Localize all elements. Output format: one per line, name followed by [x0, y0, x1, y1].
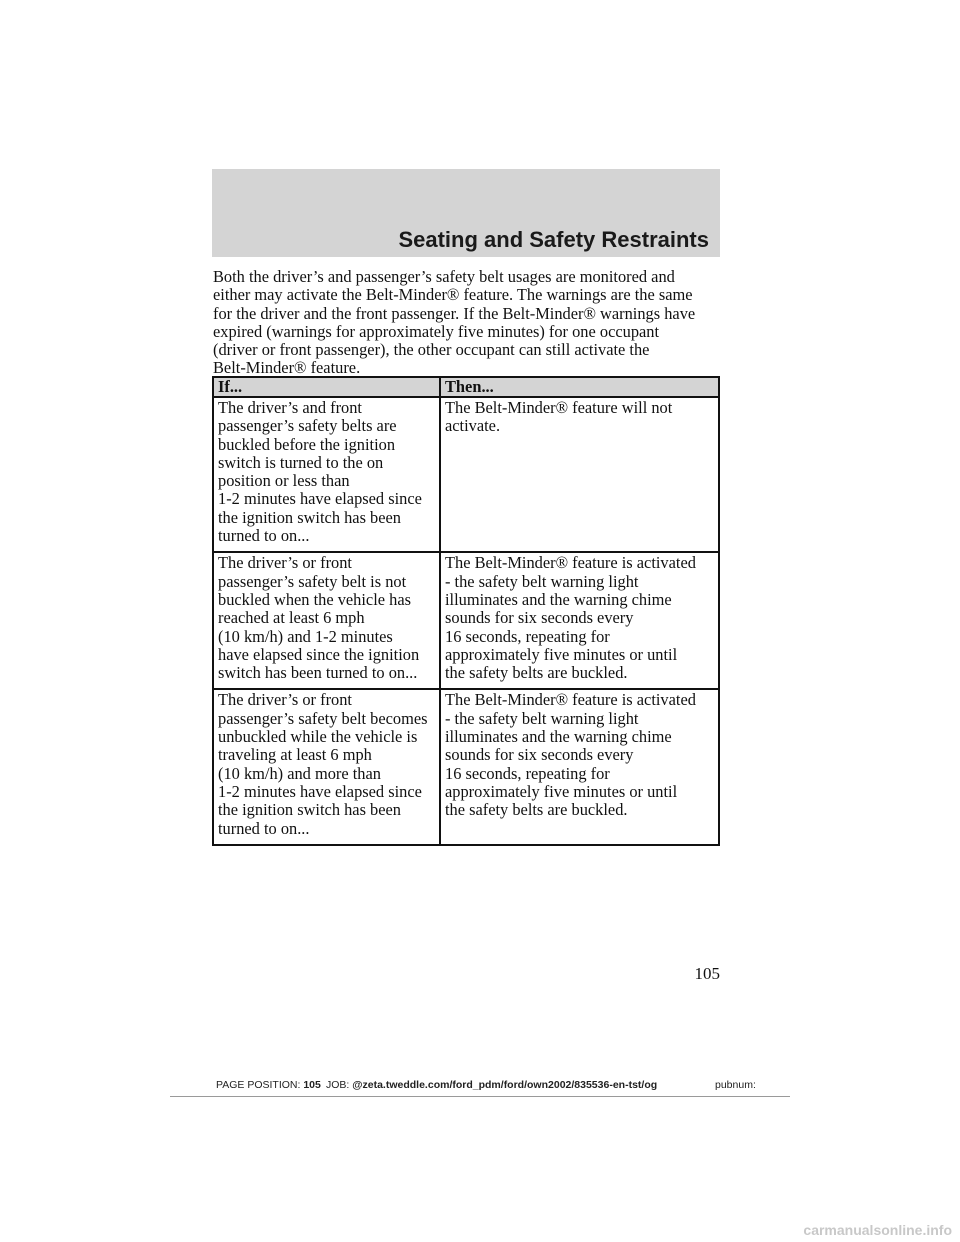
cell-line: switch is turned to the on	[218, 452, 384, 472]
table-row	[213, 689, 719, 844]
cell-line: buckled before the ignition	[218, 434, 396, 454]
cell-line: The driver’s or front	[218, 553, 352, 573]
section-title: Seating and Safety Restraints	[398, 227, 709, 252]
cell-line: passenger’s safety belts are	[218, 416, 397, 436]
cell-line: turned to on...	[218, 818, 310, 838]
intro-line: Belt-Minder® feature.	[213, 358, 361, 378]
cell-line: passenger’s safety belt becomes	[218, 708, 428, 728]
cell-line: position or less than	[218, 471, 350, 491]
cell-line: sounds for six seconds every	[445, 745, 634, 765]
cell-line: activate.	[445, 416, 501, 436]
cell-line: The Belt-Minder® feature will not	[445, 398, 673, 417]
cell-line: reached at least 6 mph	[218, 608, 365, 628]
cell-line: - the safety belt warning light	[445, 708, 639, 728]
cell-line: 1-2 minutes have elapsed since	[218, 489, 422, 509]
cell-line: switch has been turned to on...	[218, 663, 418, 683]
intro-line: expired (warnings for approximately five minutes) for one occupant	[213, 321, 660, 341]
cell-line: the safety belts are buckled.	[445, 663, 628, 683]
header-if: If...	[213, 377, 440, 397]
cell-line: illuminates and the warning chime	[445, 727, 672, 747]
header-then: Then...	[440, 377, 719, 397]
cell-line: sounds for six seconds every	[445, 608, 634, 628]
intro-paragraph	[213, 268, 733, 378]
watermark-text: carmanualsonline.info	[803, 1222, 952, 1238]
page-number: 105	[694, 964, 720, 983]
then-cell	[440, 689, 719, 844]
footer-page-position-value: 105	[303, 1079, 321, 1091]
footer-job	[326, 1079, 657, 1091]
if-cell	[213, 689, 440, 844]
cell-line: The Belt-Minder® feature is activated	[445, 690, 696, 710]
intro-line: Both the driver’s and passenger’s safety belt usages are monitored and	[213, 267, 675, 286]
cell-line: approximately five minutes or until	[445, 781, 678, 801]
if-cell	[213, 552, 440, 689]
intro-line: (driver or front passenger), the other occupant can still activate the	[213, 340, 650, 360]
cell-line: approximately five minutes or until	[445, 644, 678, 664]
cell-line: (10 km/h) and more than	[218, 763, 381, 783]
cell-line: traveling at least 6 mph	[218, 745, 372, 765]
cell-line: the safety belts are buckled.	[445, 800, 628, 820]
footer-job-label: JOB:	[326, 1079, 350, 1091]
section-header-band	[212, 169, 720, 257]
footer-job-value: @zeta.tweddle.com/ford_pdm/ford/own2002/835536-en-tst/og	[352, 1079, 658, 1091]
cell-line: turned to on...	[218, 526, 310, 546]
cell-line: The Belt-Minder® feature is activated	[445, 553, 696, 573]
table-header-row	[213, 377, 719, 397]
cell-line: unbuckled while the vehicle is	[218, 727, 418, 747]
belt-minder-table	[212, 376, 720, 846]
cell-line: The driver’s or front	[218, 690, 352, 710]
if-cell	[213, 397, 440, 552]
cell-line: illuminates and the warning chime	[445, 589, 672, 609]
cell-line: - the safety belt warning light	[445, 571, 639, 591]
intro-line: either may activate the Belt-Minder® feature. The warnings are the same	[213, 285, 693, 305]
table-row	[213, 552, 719, 689]
footer-divider	[170, 1096, 790, 1097]
footer-page-position	[216, 1079, 321, 1091]
intro-line: for the driver and the front passenger. If the Belt-Minder® warnings have	[213, 303, 696, 323]
footer-page-position-label: PAGE POSITION:	[216, 1079, 301, 1091]
cell-line: have elapsed since the ignition	[218, 644, 420, 664]
cell-line: passenger’s safety belt is not	[218, 571, 407, 591]
then-cell	[440, 552, 719, 689]
then-cell	[440, 397, 719, 552]
cell-line: The driver’s and front	[218, 398, 362, 417]
cell-line: 16 seconds, repeating for	[445, 626, 610, 646]
cell-line: (10 km/h) and 1-2 minutes	[218, 626, 393, 646]
table-row	[213, 397, 719, 552]
cell-line: 1-2 minutes have elapsed since	[218, 781, 422, 801]
footer-pubnum-label: pubnum:	[715, 1079, 756, 1091]
cell-line: 16 seconds, repeating for	[445, 763, 610, 783]
cell-line: the ignition switch has been	[218, 800, 401, 820]
cell-line: buckled when the vehicle has	[218, 589, 411, 609]
cell-line: the ignition switch has been	[218, 507, 401, 527]
